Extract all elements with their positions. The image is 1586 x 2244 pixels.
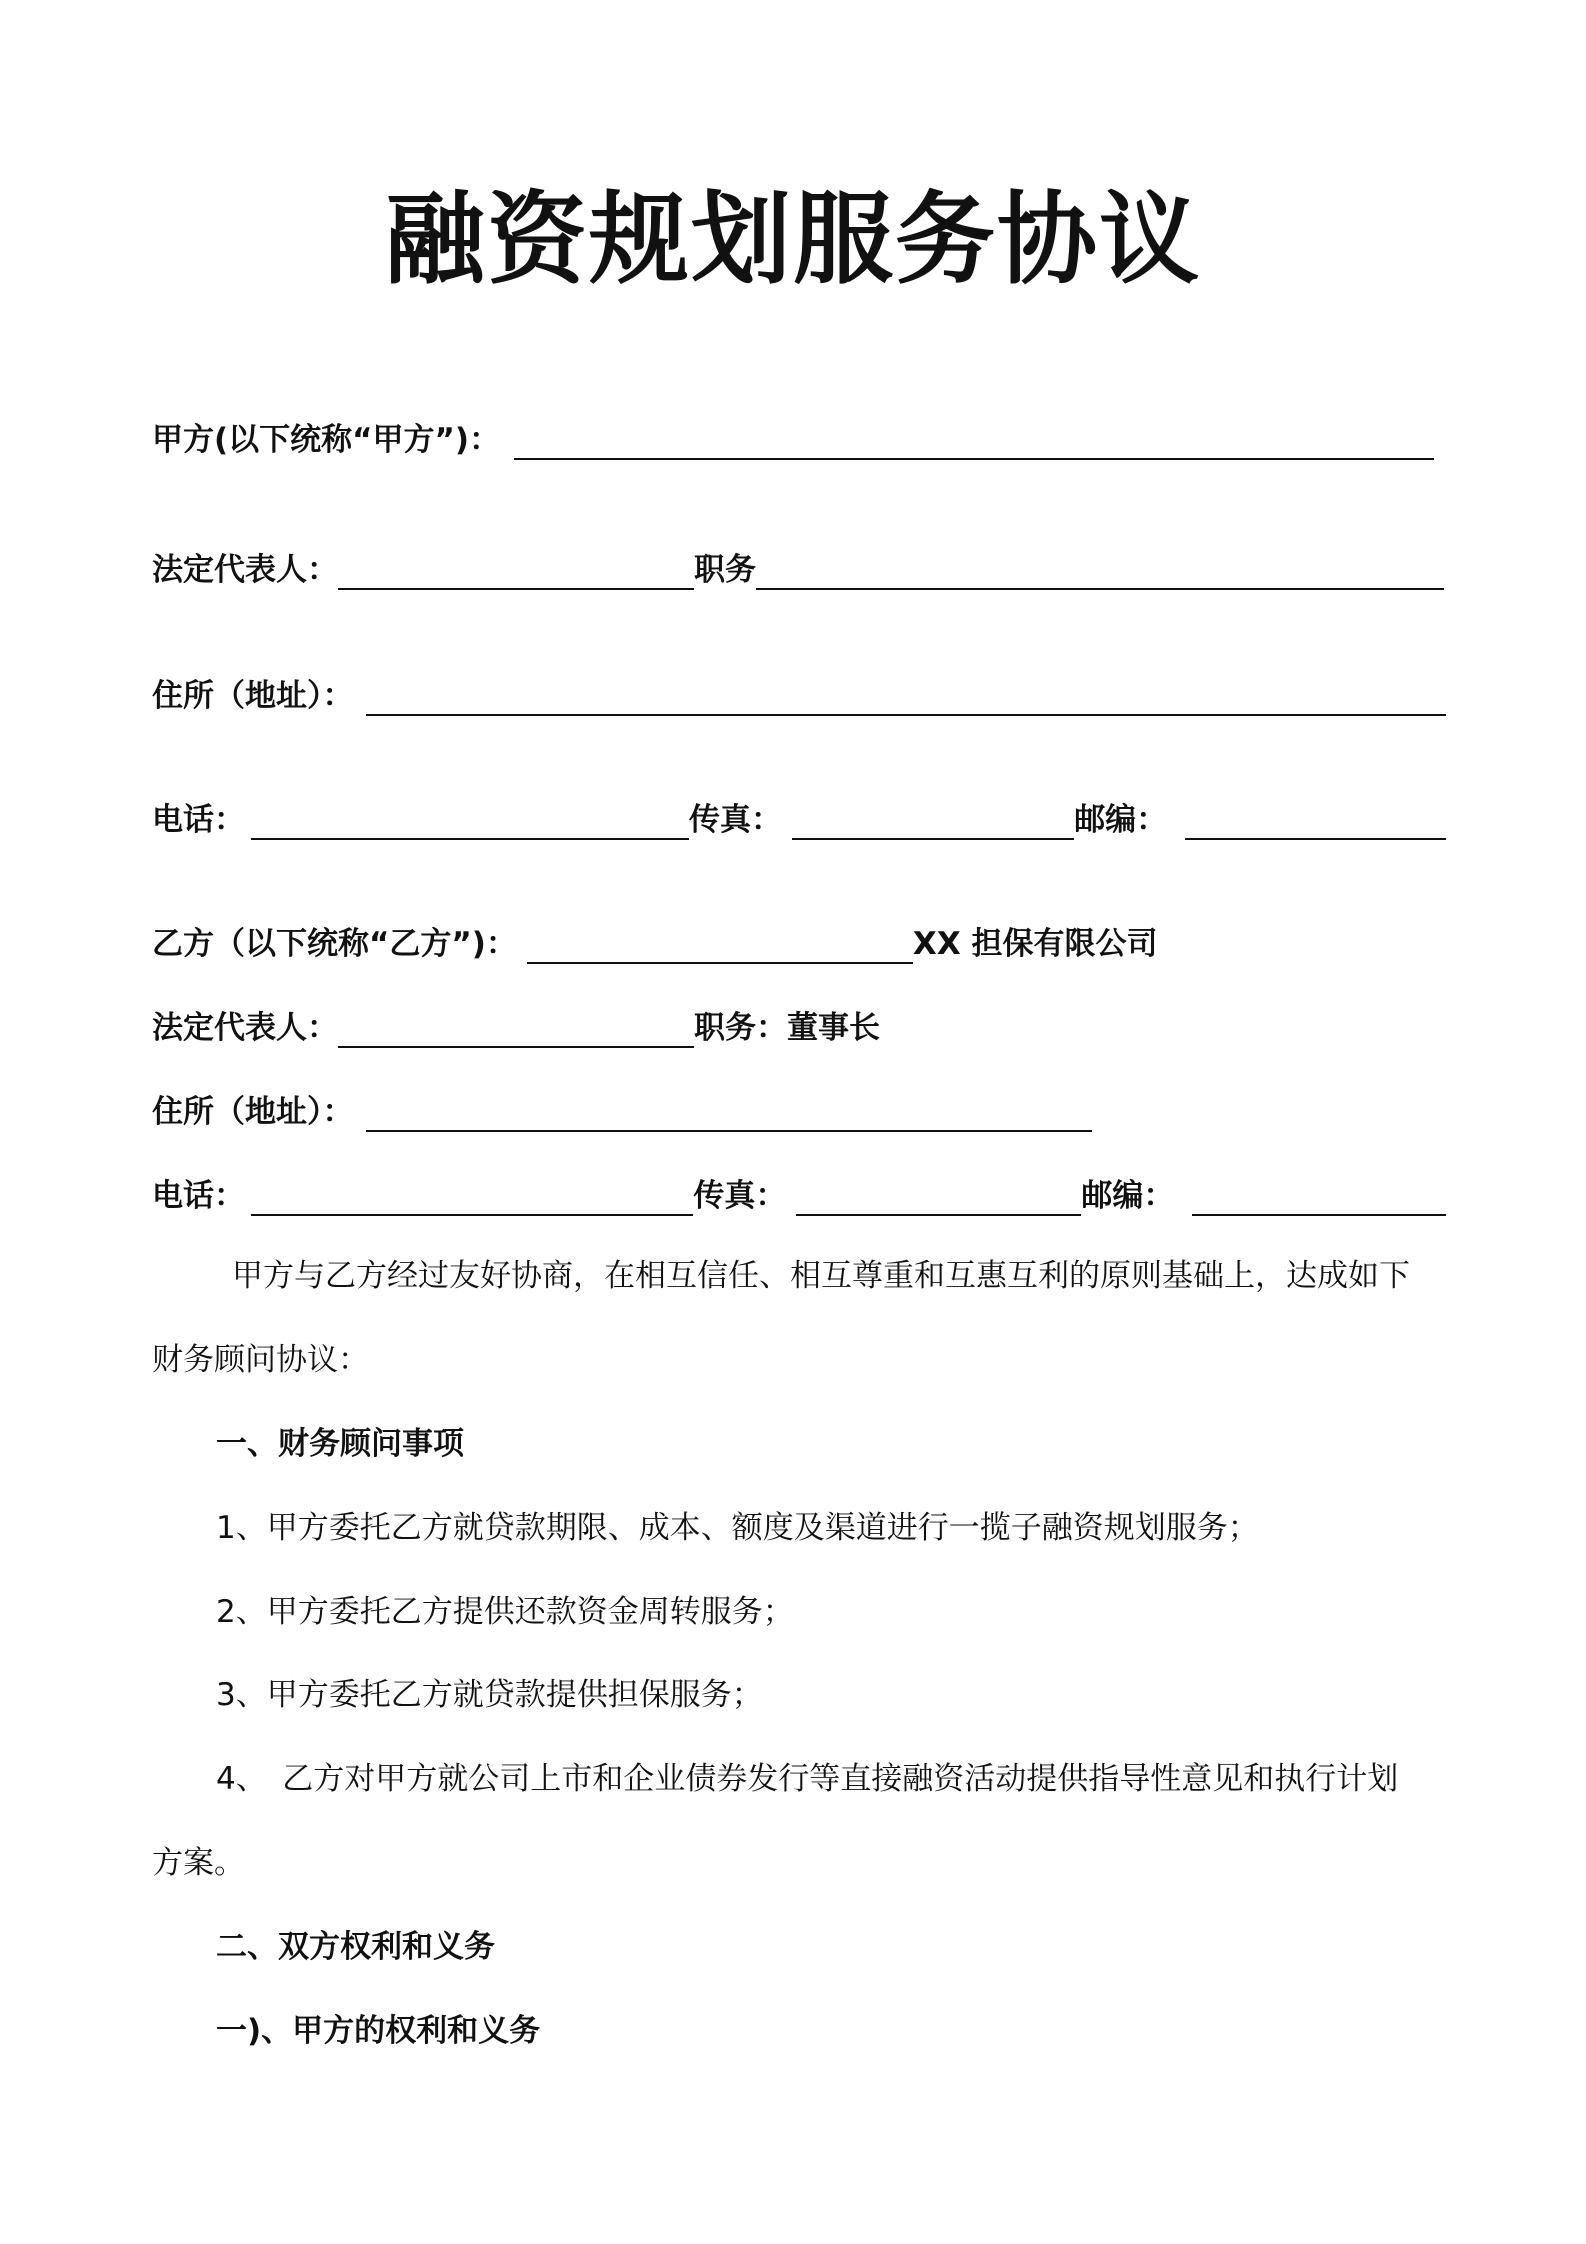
party-b-rep-blank[interactable] bbox=[338, 1046, 694, 1048]
party-a-address-row bbox=[152, 670, 1446, 720]
party-b-fax-blank[interactable] bbox=[796, 1214, 1081, 1216]
party-a-name-label: 甲方(以下统称“甲方”)： bbox=[152, 422, 501, 458]
party-b-address-blank[interactable] bbox=[366, 1130, 1092, 1132]
party-a-fax-label: 传真： bbox=[688, 802, 782, 838]
party-a-position-blank[interactable] bbox=[756, 588, 1444, 590]
section1-heading: 一、财务顾问事项 bbox=[216, 1426, 464, 1462]
list-item-continuation: 方案。 bbox=[152, 1845, 245, 1881]
party-b-position-value: 董事长 bbox=[787, 1010, 880, 1046]
intro-paragraph-line2: 财务顾问协议： bbox=[152, 1342, 369, 1378]
party-a-postcode-label: 邮编： bbox=[1074, 802, 1168, 838]
party-a-phone-blank[interactable] bbox=[251, 838, 689, 840]
document-title: 融资规划服务协议 bbox=[385, 181, 1201, 298]
party-b-name-label: 乙方（以下统称“乙方”)： bbox=[152, 926, 517, 962]
list-item: 3、甲方委托乙方就贷款提供担保服务； bbox=[216, 1677, 763, 1713]
party-b-postcode-label: 邮编： bbox=[1081, 1178, 1175, 1214]
intro-paragraph-line1: 甲方与乙方经过友好协商，在相互信任、相互尊重和互惠互利的原则基础上，达成如下 bbox=[232, 1258, 1410, 1294]
party-b-address-label: 住所（地址）： bbox=[152, 1094, 354, 1130]
party-b-position-label: 职务： bbox=[694, 1010, 787, 1046]
party-a-name-blank[interactable] bbox=[514, 458, 1434, 460]
party-a-rep-row bbox=[152, 544, 1446, 594]
party-b-rep-label: 法定代表人： bbox=[152, 1010, 338, 1046]
list-item: 1、甲方委托乙方就贷款期限、成本、额度及渠道进行一揽子融资规划服务； bbox=[216, 1510, 1259, 1546]
party-b-phone-label: 电话： bbox=[152, 1178, 245, 1214]
party-a-postcode-blank[interactable] bbox=[1185, 838, 1446, 840]
party-b-address-row bbox=[152, 1086, 1446, 1136]
party-b-fax-label: 传真： bbox=[693, 1178, 787, 1214]
list-item: 2、甲方委托乙方提供还款资金周转服务； bbox=[216, 1594, 794, 1630]
subsection1-heading: 一)、甲方的权利和义务 bbox=[216, 2013, 541, 2049]
party-b-phone-blank[interactable] bbox=[251, 1214, 693, 1216]
party-b-rep-row bbox=[152, 1002, 1446, 1052]
party-a-rep-blank[interactable] bbox=[338, 588, 694, 590]
section2-heading: 二、双方权利和义务 bbox=[216, 1929, 495, 1965]
party-a-contact-row bbox=[152, 794, 1446, 844]
party-a-rep-label: 法定代表人： bbox=[152, 552, 338, 588]
party-b-postcode-blank[interactable] bbox=[1192, 1214, 1446, 1216]
party-b-name-row bbox=[152, 918, 1446, 968]
party-b-name-blank[interactable] bbox=[527, 962, 913, 964]
list-item: 4、 乙方对甲方就公司上市和企业债券发行等直接融资活动提供指导性意见和执行计划 bbox=[216, 1761, 1399, 1797]
party-a-address-label: 住所（地址）： bbox=[152, 678, 354, 714]
party-b-contact-row bbox=[152, 1170, 1446, 1220]
party-a-phone-label: 电话： bbox=[152, 802, 245, 838]
party-a-address-blank[interactable] bbox=[366, 714, 1446, 716]
party-a-position-label: 职务 bbox=[694, 552, 756, 588]
party-a-fax-blank[interactable] bbox=[792, 838, 1074, 840]
party-a-name-row bbox=[152, 414, 1446, 464]
party-b-name-value: XX 担保有限公司 bbox=[912, 926, 1158, 962]
